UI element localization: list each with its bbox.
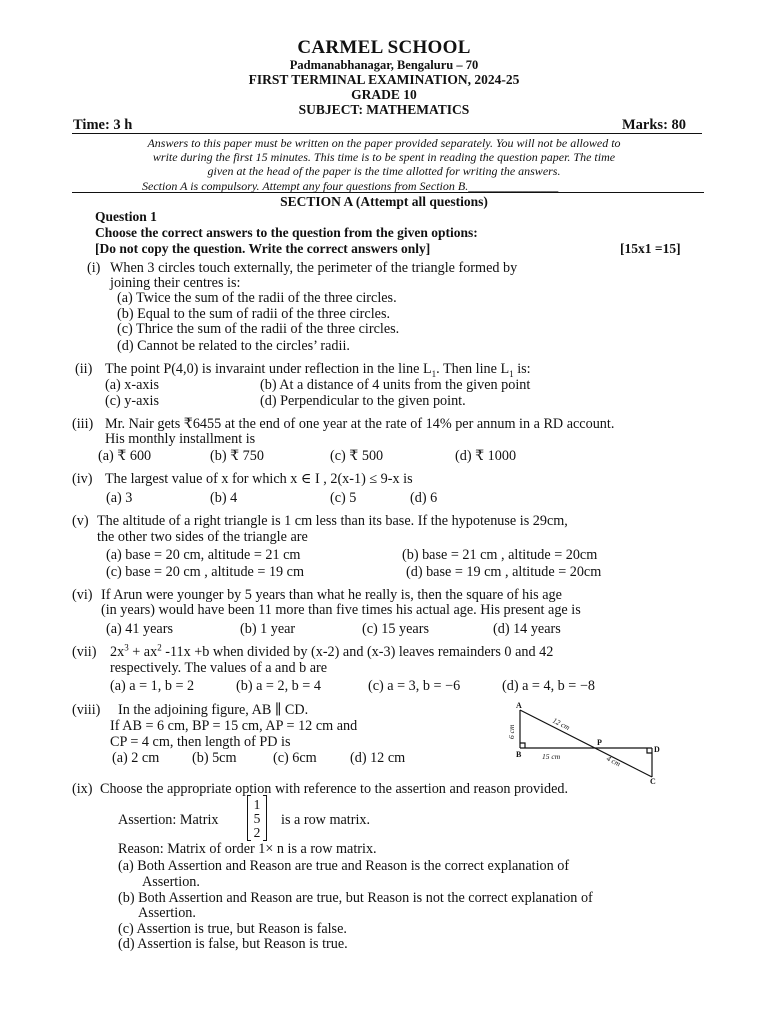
grade-label: GRADE 10 (351, 87, 417, 102)
section-title: SECTION A (Attempt all questions) (280, 194, 488, 209)
instruction-line-2: write during the first 15 minutes. This time is to be spent in reading the question paper. The time (152, 150, 616, 164)
q-ii-number: (ii) (75, 361, 93, 377)
q-ix-option-d: (d) Assertion is false, but Reason is true. (118, 936, 348, 952)
q-v-number: (v) (72, 513, 89, 529)
question-1-instruction: Choose the correct answers to the question from the given options: (95, 225, 478, 240)
q-iii-option-a: (a) ₹ 600 (98, 448, 152, 464)
measure-pc: 4 cm (605, 753, 622, 769)
q-viii-option-c: (c) 6cm (273, 750, 317, 766)
subject-label: SUBJECT: MATHEMATICS (298, 102, 470, 117)
q-viii-option-b: (b) 5cm (192, 750, 237, 766)
q-iii-option-d: (d) ₹ 1000 (455, 448, 517, 464)
label-p: P (597, 738, 602, 747)
q-vii-text-1: $2x^3 + ax^2$ -11x +b when divided by (x-2) and (x-3) leaves remainders 0 and 42 (110, 642, 554, 660)
matrix-entry-1: 1 (253, 797, 261, 812)
q-iii-text-2: His monthly installment is (105, 431, 256, 447)
school-address: Padmanabhanagar, Bengaluru – 70 (289, 58, 479, 72)
label-b: B (516, 750, 522, 759)
q-vii-option-a: (a) a = 1, b = 2 (110, 678, 195, 694)
q-ix-matrix (247, 796, 267, 840)
q-ii-text: The point P(4,0) is invaraint under reflection in the line $L_1$. Then line $L_1$ is: (105, 361, 531, 379)
question-1-note: [Do not copy the question. Write the correct answers only] (95, 241, 431, 256)
q-ix-option-b-1: (b) Both Assertion and Reason are true, but Reason is not the correct explanation of (118, 890, 593, 906)
q-vi-option-a: (a) 41 years (106, 621, 173, 637)
q-iv-option-c: (c) 5 (330, 490, 357, 506)
q-ix-option-a-2: Assertion. (142, 874, 200, 890)
q-vi-number: (vi) (72, 587, 93, 603)
q-ix-assertion-label: Assertion: Matrix (118, 812, 219, 828)
q-viii-figure (500, 700, 670, 784)
q-i-option-a: (a) Twice the sum of the radii of the three circles. (117, 290, 397, 306)
q-iv-option-a: (a) 3 (106, 490, 133, 506)
marks-label: Marks: 80 (622, 117, 687, 133)
q-i-option-b: (b) Equal to the sum of radii of the three circles. (117, 306, 391, 322)
q-ii-option-a: (a) x-axis (105, 377, 159, 393)
instruction-line-1: Answers to this paper must be written on the paper provided separately. You will not be allowed to (147, 136, 621, 150)
q-i-number: (i) (87, 260, 101, 276)
time-label: Time: 3 h (73, 117, 133, 133)
q-viii-number: (viii) (72, 702, 101, 718)
q-viii-option-a: (a) 2 cm (112, 750, 160, 766)
q-i-option-d: (d) Cannot be related to the circles’ radii. (117, 338, 350, 354)
q-viii-option-d: (d) 12 cm (350, 750, 406, 766)
q-ii-option-c: (c) y-axis (105, 393, 159, 409)
q-iii-text-1: Mr. Nair gets ₹6455 at the end of one year at the rate of 14% per annum in a RD account. (105, 416, 615, 432)
q-v-option-c: (c) base = 20 cm , altitude = 19 cm (106, 564, 305, 580)
q-iv-option-d: (d) 6 (410, 490, 438, 506)
school-name: CARMEL SCHOOL (297, 37, 471, 58)
label-a: A (516, 701, 522, 710)
q-v-option-b: (b) base = 21 cm , altitude = 20cm (402, 547, 598, 563)
q-v-text-2: the other two sides of the triangle are (97, 529, 308, 545)
q-iii-option-c: (c) ₹ 500 (330, 448, 384, 464)
matrix-entry-2: 5 (253, 811, 261, 826)
right-angle-b (520, 743, 525, 748)
q-vii-option-b: (b) a = 2, b = 4 (236, 678, 321, 694)
q-vii-option-d: (d) a = 4, b = −8 (502, 678, 595, 694)
header-divider (72, 133, 702, 134)
q-ix-assertion-tail: is a row matrix. (281, 812, 371, 828)
q-iii-number: (iii) (72, 416, 94, 432)
q-ix-option-a-1: (a) Both Assertion and Reason are true and Reason is the correct explanation of (118, 858, 570, 874)
q-vi-option-d: (d) 14 years (493, 621, 561, 637)
q-v-option-a: (a) base = 20 cm, altitude = 21 cm (106, 547, 301, 563)
q-viii-text-1: In the adjoining figure, AB ∥ CD. (118, 702, 309, 718)
measure-ap: 12 cm (551, 715, 572, 733)
measure-ab: 6 cm (507, 724, 516, 739)
q-iii-option-b: (b) ₹ 750 (210, 448, 264, 464)
q-iv-text: The largest value of x for which x ∈ I , 2(x-1) ≤ 9-x is (105, 471, 413, 487)
exam-title: FIRST TERMINAL EXAMINATION, 2024-25 (248, 72, 520, 87)
q-v-option-d: (d) base = 19 cm , altitude = 20cm (406, 564, 602, 580)
q-ix-reason: Reason: Matrix of order 1× n is a row matrix. (118, 841, 377, 857)
q-vi-option-c: (c) 15 years (362, 621, 429, 637)
q-iv-option-b: (b) 4 (210, 490, 238, 506)
q-ii-option-d: (d) Perpendicular to the given point. (260, 393, 466, 409)
question-1-marks: [15x1 =15] (620, 241, 681, 256)
segment-ac (520, 710, 652, 777)
matrix-entry-3: 2 (253, 825, 261, 840)
q-ix-number: (ix) (72, 781, 93, 797)
label-d: D (654, 745, 660, 754)
q-iv-number: (iv) (72, 471, 93, 487)
q-vi-text-1: If Arun were younger by 5 years than what he really is, then the square of his age (101, 587, 562, 603)
q-ii-option-b: (b) At a distance of 4 units from the given point (260, 377, 531, 393)
q-ix-option-b-2: Assertion. (138, 905, 196, 921)
q-vi-text-2: (in years) would have been 11 more than five times his actual age. His present age is (101, 602, 581, 618)
q-vi-option-b: (b) 1 year (240, 621, 296, 637)
right-angle-d (647, 748, 652, 753)
q-ix-text: Choose the appropriate option with reference to the assertion and reason provided. (100, 781, 569, 797)
label-c: C (650, 777, 656, 784)
q-viii-text-3: CP = 4 cm, then length of PD is (110, 734, 291, 750)
q-ix-option-c: (c) Assertion is true, but Reason is false. (118, 921, 347, 937)
q-i-text-2: joining their centres is: (110, 275, 241, 291)
q-v-text-1: The altitude of a right triangle is 1 cm less than its base. If the hypotenuse is 29cm, (97, 513, 568, 529)
q-i-option-c: (c) Thrice the sum of the radii of the three circles. (117, 321, 400, 337)
measure-bp: 15 cm (542, 752, 561, 761)
q-i-text-1: When 3 circles touch externally, the perimeter of the triangle formed by (110, 260, 518, 276)
q-viii-text-2: If AB = 6 cm, BP = 15 cm, AP = 12 cm and (110, 718, 358, 734)
q-vii-text-2: respectively. The values of a and b are (110, 660, 328, 676)
q-vii-option-c: (c) a = 3, b = −6 (368, 678, 461, 694)
question-1-title: Question 1 (95, 209, 157, 224)
instruction-line-3: given at the head of the paper is the time allotted for writing the answers. (207, 164, 561, 178)
instruction-line-4: Section A is compulsory. Attempt any four questions from Section B._______________ (142, 179, 559, 193)
q-vii-number: (vii) (72, 644, 97, 660)
instruction-divider (72, 192, 704, 193)
